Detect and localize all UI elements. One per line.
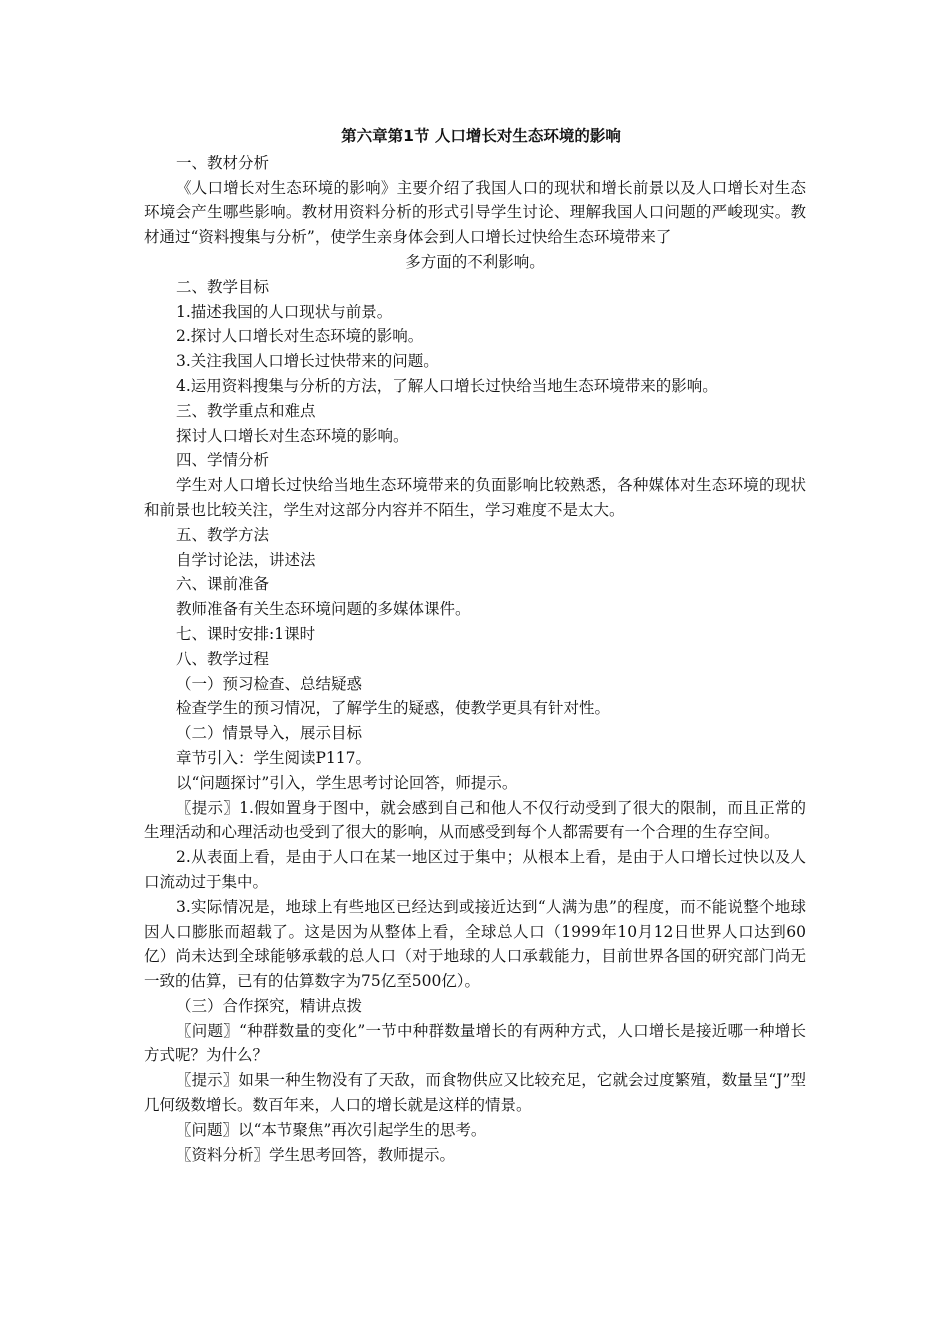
process-step-2-text-b: 以“问题探讨”引入，学生思考讨论回答，师提示。: [176, 773, 518, 792]
objective-item: 1.描述我国的人口现状与前景。: [176, 302, 393, 321]
section-heading-7: 七、课时安排:1课时: [176, 624, 316, 643]
process-step-1-text: 检查学生的预习情况，了解学生的疑惑，使教学更具有针对性。: [176, 699, 611, 718]
section-5-text: 自学讨论法，讲述法: [176, 550, 316, 569]
question-paragraph-2: 〖问题〗以“本节聚焦”再次引起学生的思考。: [176, 1120, 487, 1139]
section-heading-2: 二、教学目标: [176, 277, 270, 296]
objective-item: 3.关注我国人口增长过快带来的问题。: [176, 352, 439, 371]
section-1-paragraph-end: 多方面的不利影响。: [405, 252, 545, 271]
hint-paragraph-4: 〖提示〗如果一种生物没有了天敌，而食物供应又比较充足，它就会过度繁殖，数量呈“J”型几何级数增长。数百年来，人口的增长就是这样的情景。: [144, 1071, 806, 1115]
process-step-2-text-a: 章节引入：学生阅读P117。: [176, 748, 372, 767]
page-title: 第六章第1节 人口增长对生态环境的影响: [341, 127, 621, 145]
section-heading-6: 六、课前准备: [176, 575, 270, 594]
section-1-paragraph: 《人口增长对生态环境的影响》主要介绍了我国人口的现状和增长前景以及人口增长对生态环境会产生哪些影响。教材用资料分析的形式引导学生讨论、理解我国人口问题的严峻现实。教材通过“资料搜集与分析”，使学生亲身体会到人口增长过快给生态环境带来了: [144, 178, 806, 247]
question-paragraph-1: 〖问题〗“种群数量的变化”一节中种群数量增长的有两种方式，人口增长是接近哪一种增长方式呢？为什么？: [144, 1021, 806, 1065]
section-heading-5: 五、教学方法: [176, 525, 270, 544]
data-analysis-paragraph: 〖资料分析〗学生思考回答，教师提示。: [176, 1145, 456, 1164]
process-step-1-heading: （一）预习检查、总结疑惑: [176, 674, 363, 693]
section-3-text: 探讨人口增长对生态环境的影响。: [176, 426, 409, 445]
objective-item: 4.运用资料搜集与分析的方法，了解人口增长过快给当地生态环境带来的影响。: [176, 376, 718, 395]
hint-paragraph-3: 3.实际情况是，地球上有些地区已经达到或接近达到“人满为患”的程度，而不能说整个地球因人口膨胀而超载了。这是因为从整体上看，全球总人口（1999年10月12日世界人口达到60亿）尚未达到全球能够承载的总人口（对于地球的人口承载能力，目前世界各国的研究部门尚无一致的估算，已有的估算数字为75亿至500亿）。: [144, 897, 806, 991]
process-step-2-heading: （二）情景导入，展示目标: [176, 724, 363, 743]
section-heading-3: 三、教学重点和难点: [176, 401, 316, 420]
hint-paragraph-1: 〖提示〗1.假如置身于图中，就会感到自己和他人不仅行动受到了很大的限制，而且正常的生理活动和心理活动也受到了很大的影响，从而感受到每个人都需要有一个合理的生存空间。: [144, 798, 806, 842]
process-step-3-heading: （三）合作探究，精讲点拨: [176, 996, 363, 1015]
section-heading-8: 八、教学过程: [176, 649, 270, 668]
section-6-text: 教师准备有关生态环境问题的多媒体课件。: [176, 600, 471, 619]
hint-paragraph-2: 2.从表面上看，是由于人口在某一地区过于集中；从根本上看，是由于人口增长过快以及人口流动过于集中。: [144, 848, 806, 891]
section-heading-4: 四、学情分析: [176, 451, 270, 470]
section-heading-1: 一、教材分析: [176, 153, 270, 172]
document-body: [144, 124, 806, 1167]
section-4-paragraph: 学生对人口增长过快给当地生态环境带来的负面影响比较熟悉，各种媒体对生态环境的现状和前景也比较关注，学生对这部分内容并不陌生，学习难度不是太大。: [144, 476, 806, 519]
objective-item: 2.探讨人口增长对生态环境的影响。: [176, 327, 424, 346]
